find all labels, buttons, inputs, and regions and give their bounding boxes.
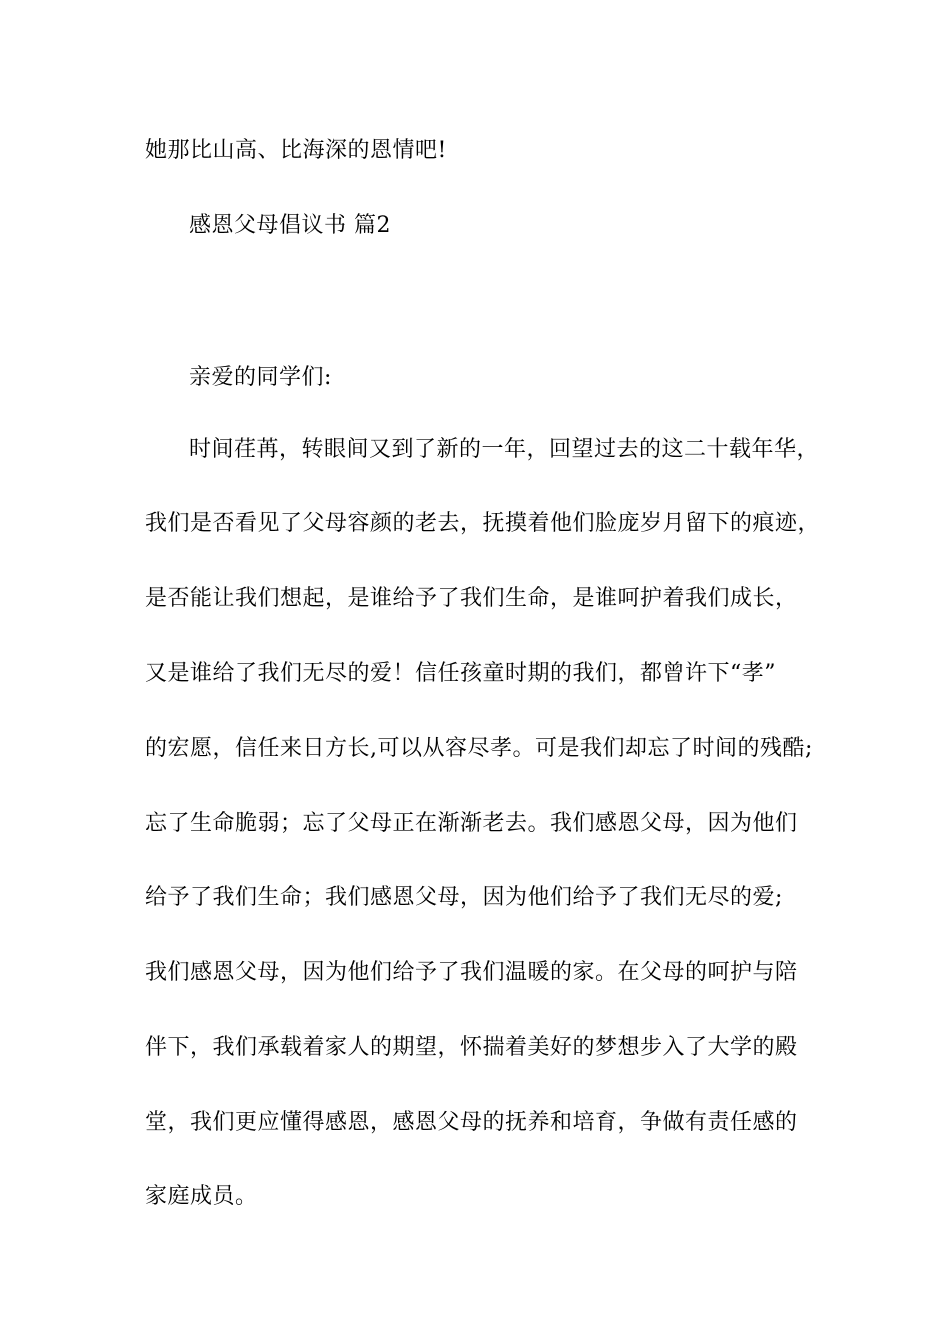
paragraph-line: 伴下，我们承载着家人的期望，怀揣着美好的梦想步入了大学的殿 — [145, 1035, 798, 1060]
paragraph-line: 给予了我们生命；我们感恩父母，因为他们给予了我们无尽的爱; — [145, 885, 783, 910]
paragraph-line: 是否能让我们想起，是谁给予了我们生命，是谁呵护着我们成长， — [145, 586, 798, 611]
section-heading: 感恩父母倡议书 篇2 — [189, 213, 391, 238]
paragraph-line: 时间荏苒，转眼间又到了新的一年，回望过去的这二十载年华， — [189, 437, 820, 462]
paragraph-line: 我们感恩父母，因为他们给予了我们温暖的家。在父母的呵护与陪 — [145, 960, 798, 985]
paragraph-line: 的宏愿，信任来日方长,可以从容尽孝。可是我们却忘了时间的残酷; — [145, 736, 813, 761]
salutation: 亲爱的同学们: — [189, 365, 332, 390]
paragraph-line-closing: 她那比山高、比海深的恩情吧! — [145, 138, 447, 163]
paragraph-line: 堂，我们更应懂得感恩，感恩父母的抚养和培育，争做有责任感的 — [145, 1110, 798, 1135]
paragraph-line: 我们是否看见了父母容颜的老去，抚摸着他们脸庞岁月留下的痕迹， — [145, 511, 821, 536]
paragraph-line: 又是谁给了我们无尽的爱！信任孩童时期的我们，都曾许下“孝” — [145, 661, 776, 686]
paragraph-line: 忘了生命脆弱；忘了父母正在渐渐老去。我们感恩父母，因为他们 — [145, 811, 798, 836]
paragraph-line: 家庭成员。 — [145, 1184, 258, 1209]
